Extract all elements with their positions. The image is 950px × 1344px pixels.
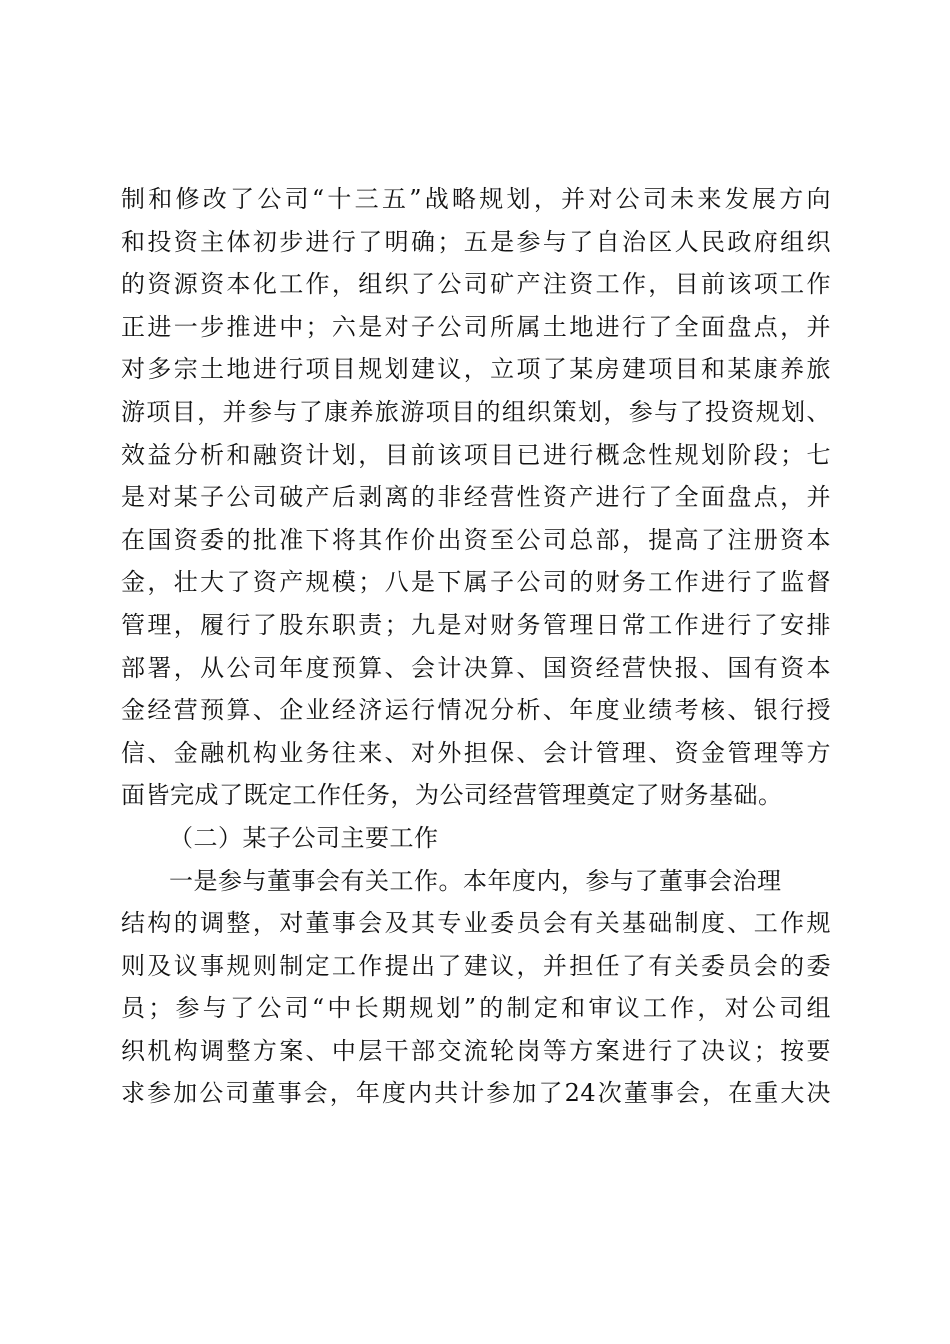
text-line: 结构的调整，对董事会及其专业委员会有关基础制度、工作规	[121, 909, 831, 938]
section-heading: （二）某子公司主要工作	[169, 823, 439, 852]
text-line: 信、金融机构业务往来、对外担保、会计管理、资金管理等方	[121, 738, 831, 767]
text-line: 和投资主体初步进行了明确；五是参与了自治区人民政府组织	[121, 227, 831, 256]
text-line: 金，壮大了资产规模；八是下属子公司的财务工作进行了监督	[121, 568, 831, 597]
text-line: 部署，从公司年度预算、会计决算、国资经营快报、国有资本	[121, 653, 831, 682]
text-line: 则及议事规则制定工作提出了建议，并担任了有关委员会的委	[121, 951, 831, 980]
text-line: 求参加公司董事会，年度内共计参加了24次董事会，在重大决	[121, 1079, 831, 1108]
text-line: 的资源资本化工作，组织了公司矿产注资工作，目前该项工作	[121, 270, 831, 299]
text-line: 正进一步推进中；六是对子公司所属土地进行了全面盘点，并	[121, 312, 831, 341]
paragraph-first-line: 一是参与董事会有关工作。本年度内，参与了董事会治理	[169, 866, 782, 895]
text-line: 是对某子公司破产后剥离的非经营性资产进行了全面盘点，并	[121, 483, 831, 512]
text-line: 制和修改了公司“十三五”战略规划，并对公司未来发展方向	[121, 185, 831, 213]
paragraph-end-line: 面皆完成了既定工作任务，为公司经营管理奠定了财务基础。	[121, 781, 783, 810]
text-line: 在国资委的批准下将其作价出资至公司总部，提高了注册资本	[121, 525, 831, 554]
body-text	[121, 178, 831, 1115]
text-line: 织机构调整方案、中层干部交流轮岗等方案进行了决议；按要	[121, 1036, 831, 1065]
text-line: 员；参与了公司“中长期规划”的制定和审议工作，对公司组	[121, 994, 831, 1023]
text-line: 游项目，并参与了康养旅游项目的组织策划，参与了投资规划、	[121, 397, 831, 426]
text-line: 效益分析和融资计划，目前该项目已进行概念性规划阶段；七	[121, 440, 831, 469]
text-line: 管理，履行了股东职责；九是对财务管理日常工作进行了安排	[121, 610, 831, 639]
text-line: 金经营预算、企业经济运行情况分析、年度业绩考核、银行授	[121, 696, 831, 725]
text-line: 对多宗土地进行项目规划建议，立项了某房建项目和某康养旅	[121, 355, 831, 384]
